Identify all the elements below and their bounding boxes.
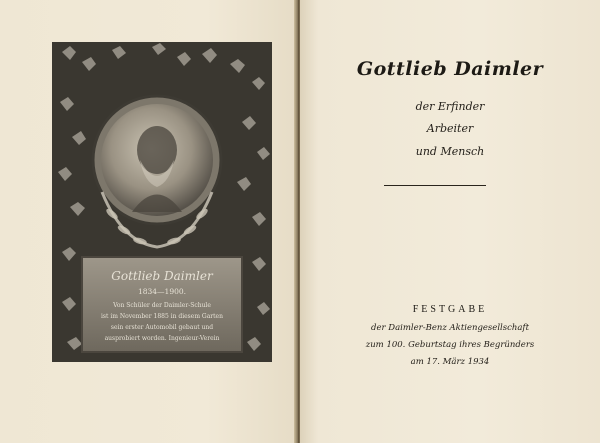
plaque-inscription-line: ausprobiert worden. Ingenieur-Verein <box>104 335 220 342</box>
subtitle-line: und Mensch <box>415 145 485 158</box>
book-title: Gottlieb Daimler <box>356 58 544 80</box>
plaque-inscription-line: sein erster Automobil gebaut und <box>110 324 214 331</box>
plaque-illustration <box>52 42 272 362</box>
dedication-line: am 17. März 1934 <box>410 357 490 367</box>
festgabe-heading: FESTGABE <box>412 304 488 315</box>
plaque-inscription-line: ist im November 1885 in diesem Garten <box>101 313 223 320</box>
plaque-name: Gottlieb Daimler <box>111 269 213 283</box>
subtitle-line: der Erfinder <box>415 100 485 113</box>
memorial-plaque-photo <box>52 42 272 362</box>
dedication-line: der Daimler-Benz Aktiengesellschaft <box>371 323 529 333</box>
subtitle-line: Arbeiter <box>426 122 474 135</box>
plaque-years: 1834—1900. <box>137 287 187 296</box>
left-page <box>0 0 296 443</box>
dedication-line: zum 100. Geburtstag ihres Begründers <box>365 340 535 350</box>
plaque-inscription-line: Von Schüler der Daimler-Schule <box>113 302 211 309</box>
divider-rule <box>384 185 486 186</box>
